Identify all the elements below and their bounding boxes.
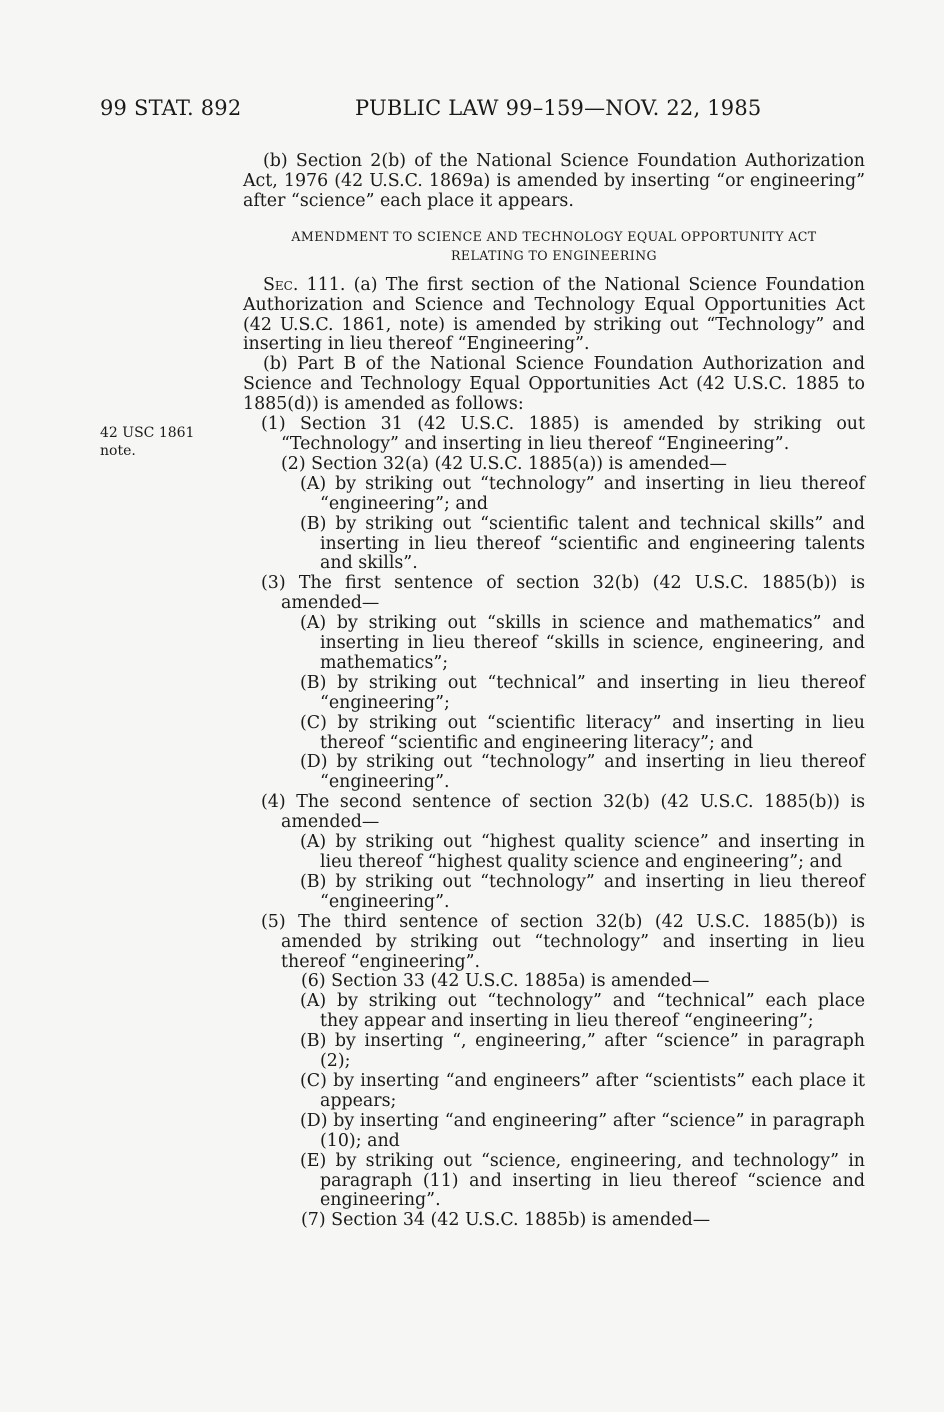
paragraph-sec111-a (243, 276, 865, 356)
paragraph-4-A: (A) by striking out “highest quality science” and inserting in lieu thereof “highest quality science and engineering”; and (300, 832, 865, 872)
margin-citation-line: 42 USC 1861 (100, 425, 195, 441)
paragraph-3-A: (A) by striking out “skills in science and mathematics” and inserting in lieu thereof “skills in science, engineering, and mathematics”; (300, 613, 865, 673)
section-label: Sec. (263, 274, 299, 295)
statute-text (243, 152, 865, 1231)
paragraph-sec111-a-text: 111. (a) The first section of the National Science Foundation Authorization and Science and Technology Equal Opportunities Act (42 U.S.C. 1861, note) is amended by striking out “Technology” and inserting in lieu thereof “Engineering”. (243, 274, 865, 355)
paragraph-4: (4) The second sentence of section 32(b) (42 U.S.C. 1885(b)) is amended— (261, 792, 865, 833)
paragraph-7: (7) Section 34 (42 U.S.C. 1885b) is amended— (301, 1210, 711, 1231)
margin-citation (100, 424, 230, 460)
paragraph-3-C: (C) by striking out “scientific literacy” and inserting in lieu thereof “scientific and engineering literacy”; and (300, 712, 865, 753)
paragraph-4-B: (B) by striking out “technology” and inserting in lieu thereof “engineering”. (300, 871, 865, 912)
paragraph-6-D: (D) by inserting “and engineering” after “science” in paragraph (10); and (300, 1110, 865, 1151)
paragraph-3-B: (B) by striking out “technical” and inserting in lieu thereof “engineering”; (300, 672, 865, 713)
paragraph-2-B: (B) by striking out “scientific talent and technical skills” and inserting in lieu thereof “scientific and engineering talents and skills”. (300, 513, 865, 574)
paragraph-3-D: (D) by striking out “technology” and inserting in lieu thereof “engineering”. (300, 752, 865, 793)
paragraph-6-E: (E) by striking out “science, engineering, and technology” in paragraph (11) and inserting in lieu thereof “science and engineering”. (300, 1150, 865, 1211)
page-number: 99 STAT. 892 (100, 96, 242, 120)
section-heading-line: RELATING TO ENGINEERING (450, 247, 658, 263)
paragraph-b-intro: (b) Section 2(b) of the National Science Foundation Authorization Act, 1976 (42 U.S.C. 1869a) is amended by inserting “or engineering” after “science” each place it appears. (243, 151, 865, 211)
section-heading (243, 227, 865, 265)
paragraph-2-A: (A) by striking out “technology” and inserting in lieu thereof “engineering”; and (300, 473, 865, 514)
section-heading-line: AMENDMENT TO SCIENCE AND TECHNOLOGY EQUAL OPPORTUNITY ACT (291, 228, 817, 244)
paragraph-6: (6) Section 33 (42 U.S.C. 1885a) is amended— (301, 971, 710, 992)
paragraph-5: (5) The third sentence of section 32(b) (42 U.S.C. 1885(b)) is amended by striking out “technology” and inserting in lieu thereof “engineering”. (261, 911, 865, 972)
paragraph-6-B: (B) by inserting “, engineering,” after “science” in paragraph (2); (300, 1031, 865, 1072)
margin-citation-line: note. (100, 443, 136, 459)
paragraph-2: (2) Section 32(a) (42 U.S.C. 1885(a)) is amended— (281, 453, 727, 474)
paragraph-6-C: (C) by inserting “and engineers” after “scientists” each place it appears; (300, 1070, 865, 1111)
paragraph-1: (1) Section 31 (42 U.S.C. 1885) is amended by striking out “Technology” and inserting in lieu thereof “Engineering”. (261, 414, 865, 454)
paragraph-3: (3) The first sentence of section 32(b) (42 U.S.C. 1885(b)) is amended— (261, 573, 865, 614)
paragraph-6-A: (A) by striking out “technology” and “technical” each place they appear and inserting in lieu thereof “engineering”; (300, 991, 865, 1032)
paragraph-sec111-b: (b) Part B of the National Science Foundation Authorization and Science and Technology Equal Opportunities Act (42 U.S.C. 1885 to 1885(d)) is amended as follows: (243, 354, 865, 415)
running-head: PUBLIC LAW 99–159—NOV. 22, 1985 (355, 96, 762, 120)
